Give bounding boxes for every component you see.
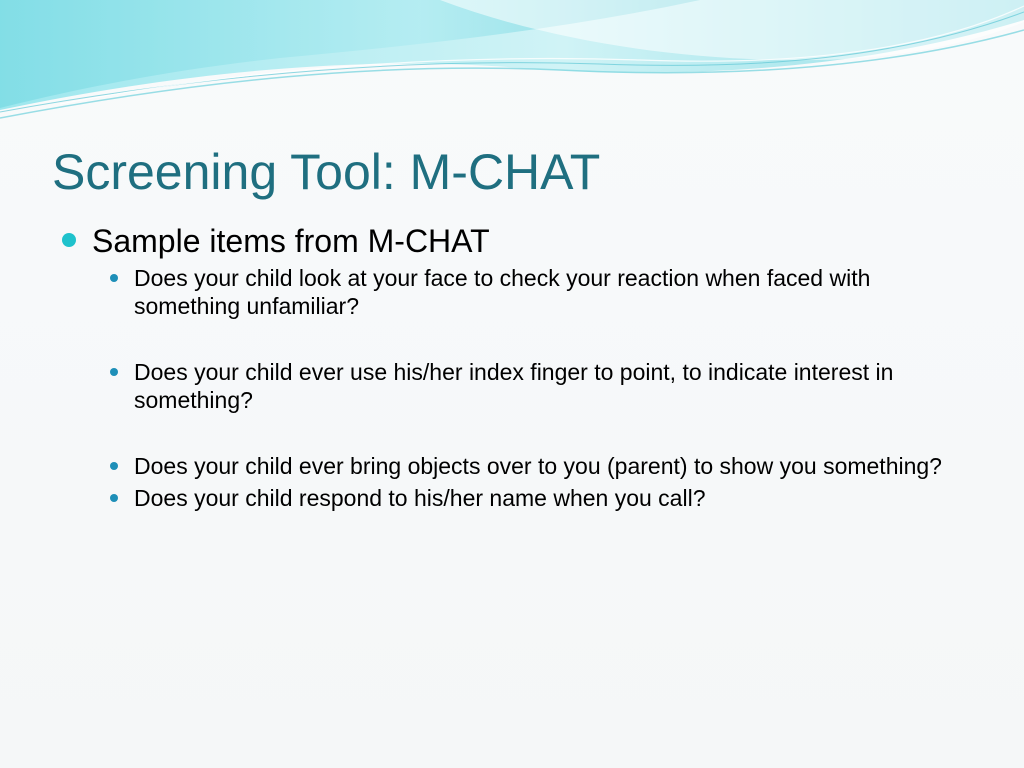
sub-bullet-dot-icon <box>110 274 118 282</box>
sub-bullet-item <box>60 484 980 512</box>
slide-title: Screening Tool: M-CHAT <box>52 144 601 200</box>
sub-bullet-item <box>60 452 980 480</box>
decorative-wave-header <box>0 0 1024 130</box>
sub-bullet-dot-icon <box>110 368 118 376</box>
sub-bullet-text: Does your child ever use his/her index finger to point, to indicate interest in something? <box>134 359 894 413</box>
sub-bullet-dot-icon <box>110 494 118 502</box>
sub-bullet-item <box>60 358 980 414</box>
sub-bullet-text: Does your child respond to his/her name when you call? <box>134 485 706 511</box>
sub-bullet-text: Does your child look at your face to check your reaction when faced with something unfamiliar? <box>134 265 871 319</box>
primary-bullet-item <box>60 220 980 262</box>
bullet-list <box>60 220 980 512</box>
bullet-dot-icon <box>62 233 76 247</box>
sub-bullet-list <box>60 264 980 512</box>
sub-bullet-dot-icon <box>110 462 118 470</box>
sub-bullet-text: Does your child ever bring objects over to you (parent) to show you something? <box>134 453 942 479</box>
primary-bullet-text: Sample items from M-CHAT <box>92 223 490 259</box>
sub-bullet-item <box>60 264 980 320</box>
